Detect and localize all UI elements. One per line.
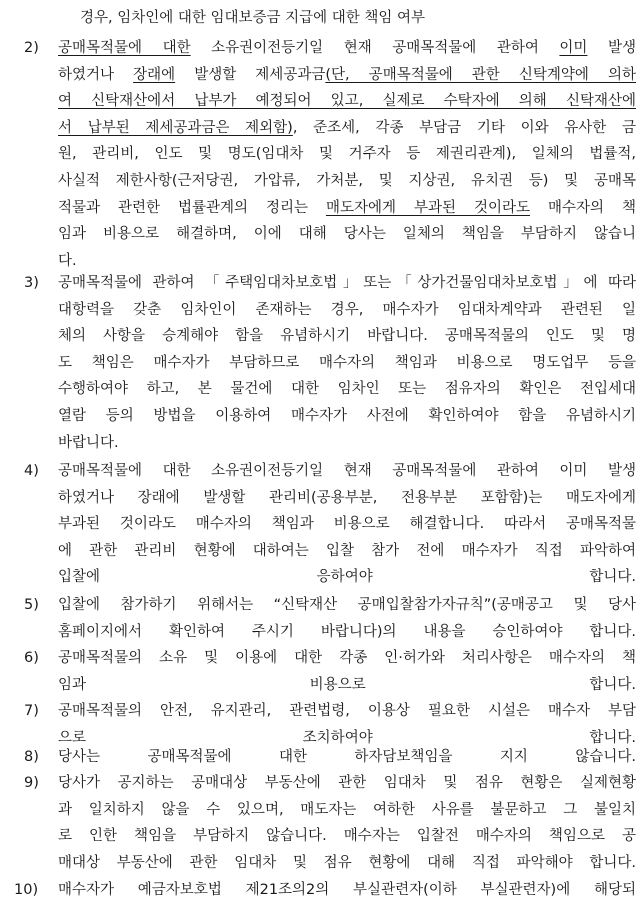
text-segment: 로 인한 책임을 부담하지 않습니다. 매수자는 입찰전 매수자의 책임으로 공	[58, 828, 636, 845]
text-line	[58, 850, 636, 877]
text-line	[58, 350, 636, 377]
underlined-text: 이미	[559, 40, 588, 56]
item-body	[58, 645, 636, 698]
text-segment: 당사는 공매목적물에 대한 하자담보책임을 지지 않습니다.	[58, 749, 636, 765]
underlined-text: 공매목적물에 대한	[58, 40, 191, 56]
text-line	[58, 619, 636, 646]
text-segment: 발생	[587, 40, 636, 56]
text-line	[58, 744, 636, 771]
text-segment: 당사가 공지하는 공매대상 부동산에 관한 임대차 및 점유 현황은 실제현황	[58, 775, 636, 791]
text-line	[58, 168, 636, 195]
text-segment: 입찰에 참가하기 위해서는 “신탁재산 공매입찰참가자규칙”(공매공고 및 당사	[58, 597, 636, 613]
text-segment: 체의 사항을 승계해야 함을 유념하시기 바랍니다. 공매목적물의 인도 및 명	[58, 328, 636, 345]
text-line	[58, 564, 636, 591]
item-number: 6)	[24, 650, 39, 666]
intro-line: 경우, 임차인에 대한 임대보증금 지급에 대한 책임 여부	[80, 10, 426, 26]
text-segment: 열람 등의 방법을 이용하여 매수자가 사전에 확인하여야 함을 유념하시기	[58, 407, 636, 424]
text-segment: 홈페이지에서 확인하여 주시기 바랍니다)의 내용을 승인하여야 합니다.	[58, 623, 636, 640]
text-segment: 사실적 제한사항(근저당권, 가압류, 가처분, 및 지상권, 유치권 등) 및 공매목	[58, 172, 636, 189]
underlined-text: 여 신탁재산에서 납부가 예정되어 있고, 실제로 수탁자에 의해 신탁재산에	[58, 93, 636, 110]
text-segment: 과 일치하지 않을 수 있으며, 매도자는 여하한 사유를 불문하고 그 불일치	[58, 801, 636, 818]
item-number: 7)	[24, 703, 39, 719]
text-segment: 대항력을 갖춘 임차인이 존재하는 경우, 매수자가 임대차계약과 관련된 일	[58, 301, 636, 318]
text-line	[58, 35, 636, 62]
text-line	[58, 645, 636, 672]
text-segment: 매수자의 책	[530, 199, 636, 216]
text-line	[58, 115, 636, 142]
text-line	[58, 672, 636, 699]
text-line	[58, 195, 636, 222]
text-line	[58, 297, 636, 324]
underlined-text: (단, 공매목적물에 관한 신탁계약에 의하	[325, 66, 636, 83]
text-segment: 공매목적물의 소유 및 이용에 대한 각종 인·허가와 처리사항은 매수자의 책	[58, 650, 636, 666]
text-line	[58, 698, 636, 725]
text-segment: 입찰에 응하여야 합니다.	[58, 569, 636, 586]
text-segment: 공매목적물에 관하여 「주택임대차보호법」또는「상가건물임대차보호법」에 따라	[58, 275, 636, 291]
text-line	[58, 376, 636, 403]
text-line	[58, 88, 636, 115]
item-body	[58, 35, 636, 274]
text-segment: , 준조세, 각종 부담금 기타 이와 유사한 금	[292, 119, 636, 136]
item-body	[58, 270, 636, 456]
item-body	[58, 744, 636, 771]
item-number: 10)	[14, 882, 39, 898]
text-line	[58, 221, 636, 248]
item-number: 2)	[24, 40, 39, 56]
text-segment: 공매목적물에 대한 소유권이전등기일 현재 공매목적물에 관하여 이미 발생	[58, 463, 636, 479]
text-line	[58, 485, 636, 512]
text-segment: 공매목적물의 안전, 유지관리, 관련법령, 이용상 필요한 시설은 매수자 부담	[58, 703, 636, 719]
text-segment: 소유권이전등기일 현재 공매목적물에 관하여	[190, 40, 560, 56]
item-body	[58, 770, 636, 876]
item-body	[58, 458, 636, 591]
text-segment: 도 책임은 매수자가 부담하므로 매수자의 책임과 비용으로 명도업무 등을	[58, 354, 636, 371]
underlined-text: 장래에	[133, 66, 176, 83]
text-segment: 부과된 것이라도 매수자의 책임과 비용으로 해결합니다. 따라서 공매목적물	[58, 516, 636, 533]
text-segment: 하였거나 장래에 발생할 관리비(공용부분, 전용부분 포함함)는 매도자에게	[58, 489, 636, 506]
text-line	[58, 458, 636, 485]
text-segment: 매수자가 예금자보호법 제21조의2의 부실관련자(이하 부실관련자)에 해당되	[58, 882, 636, 898]
text-segment: 다.	[58, 252, 77, 269]
text-line	[58, 770, 636, 797]
text-line	[58, 62, 636, 89]
text-line	[58, 323, 636, 350]
text-segment: 임과 비용으로 해결하며, 이에 대해 당사는 일체의 책임을 부담하지 않습니	[58, 226, 636, 243]
text-line	[58, 403, 636, 430]
text-segment: 적물과 관련한 법률관계의 정리는	[58, 199, 326, 216]
text-line	[58, 141, 636, 168]
text-line	[58, 511, 636, 538]
text-segment: 발생할 제세공과금	[175, 66, 326, 83]
underlined-text: 매도자에게 부과된 것이라도	[325, 199, 531, 216]
item-number: 5)	[24, 597, 39, 613]
text-line	[58, 823, 636, 850]
text-segment: 임과 비용으로 합니다.	[58, 676, 636, 693]
text-segment: 바랍니다.	[58, 434, 119, 451]
item-number: 9)	[24, 775, 39, 791]
item-number: 4)	[24, 463, 39, 479]
text-segment: 수행하여야 하고, 본 물건에 대한 임차인 또는 점유자의 확인은 전입세대	[58, 381, 636, 398]
text-line	[58, 538, 636, 565]
text-line	[58, 592, 636, 619]
text-line	[58, 270, 636, 297]
text-line	[58, 877, 636, 904]
text-line	[58, 797, 636, 824]
item-body	[58, 877, 636, 904]
item-number: 3)	[24, 275, 39, 291]
text-line	[58, 430, 636, 457]
item-number: 8)	[24, 749, 39, 765]
item-body	[58, 592, 636, 645]
text-segment: 원, 관리비, 인도 및 명도(임대차 및 거주자 등 제권리관계), 일체의 법률적,	[58, 146, 636, 163]
text-segment: 매대상 부동산에 관한 임대차 및 점유 현황에 대해 직접 파악해야 합니다.	[58, 854, 636, 871]
text-segment: 으로 조치하여야 합니다.	[58, 729, 636, 746]
text-segment: 에 관한 관리비 현황에 대하여는 입찰 참가 전에 매수자가 직접 파악하여	[58, 542, 636, 559]
underlined-text: 서 납부된 제세공과금은 제외함)	[58, 119, 293, 136]
text-segment: 하였거나	[58, 66, 134, 83]
